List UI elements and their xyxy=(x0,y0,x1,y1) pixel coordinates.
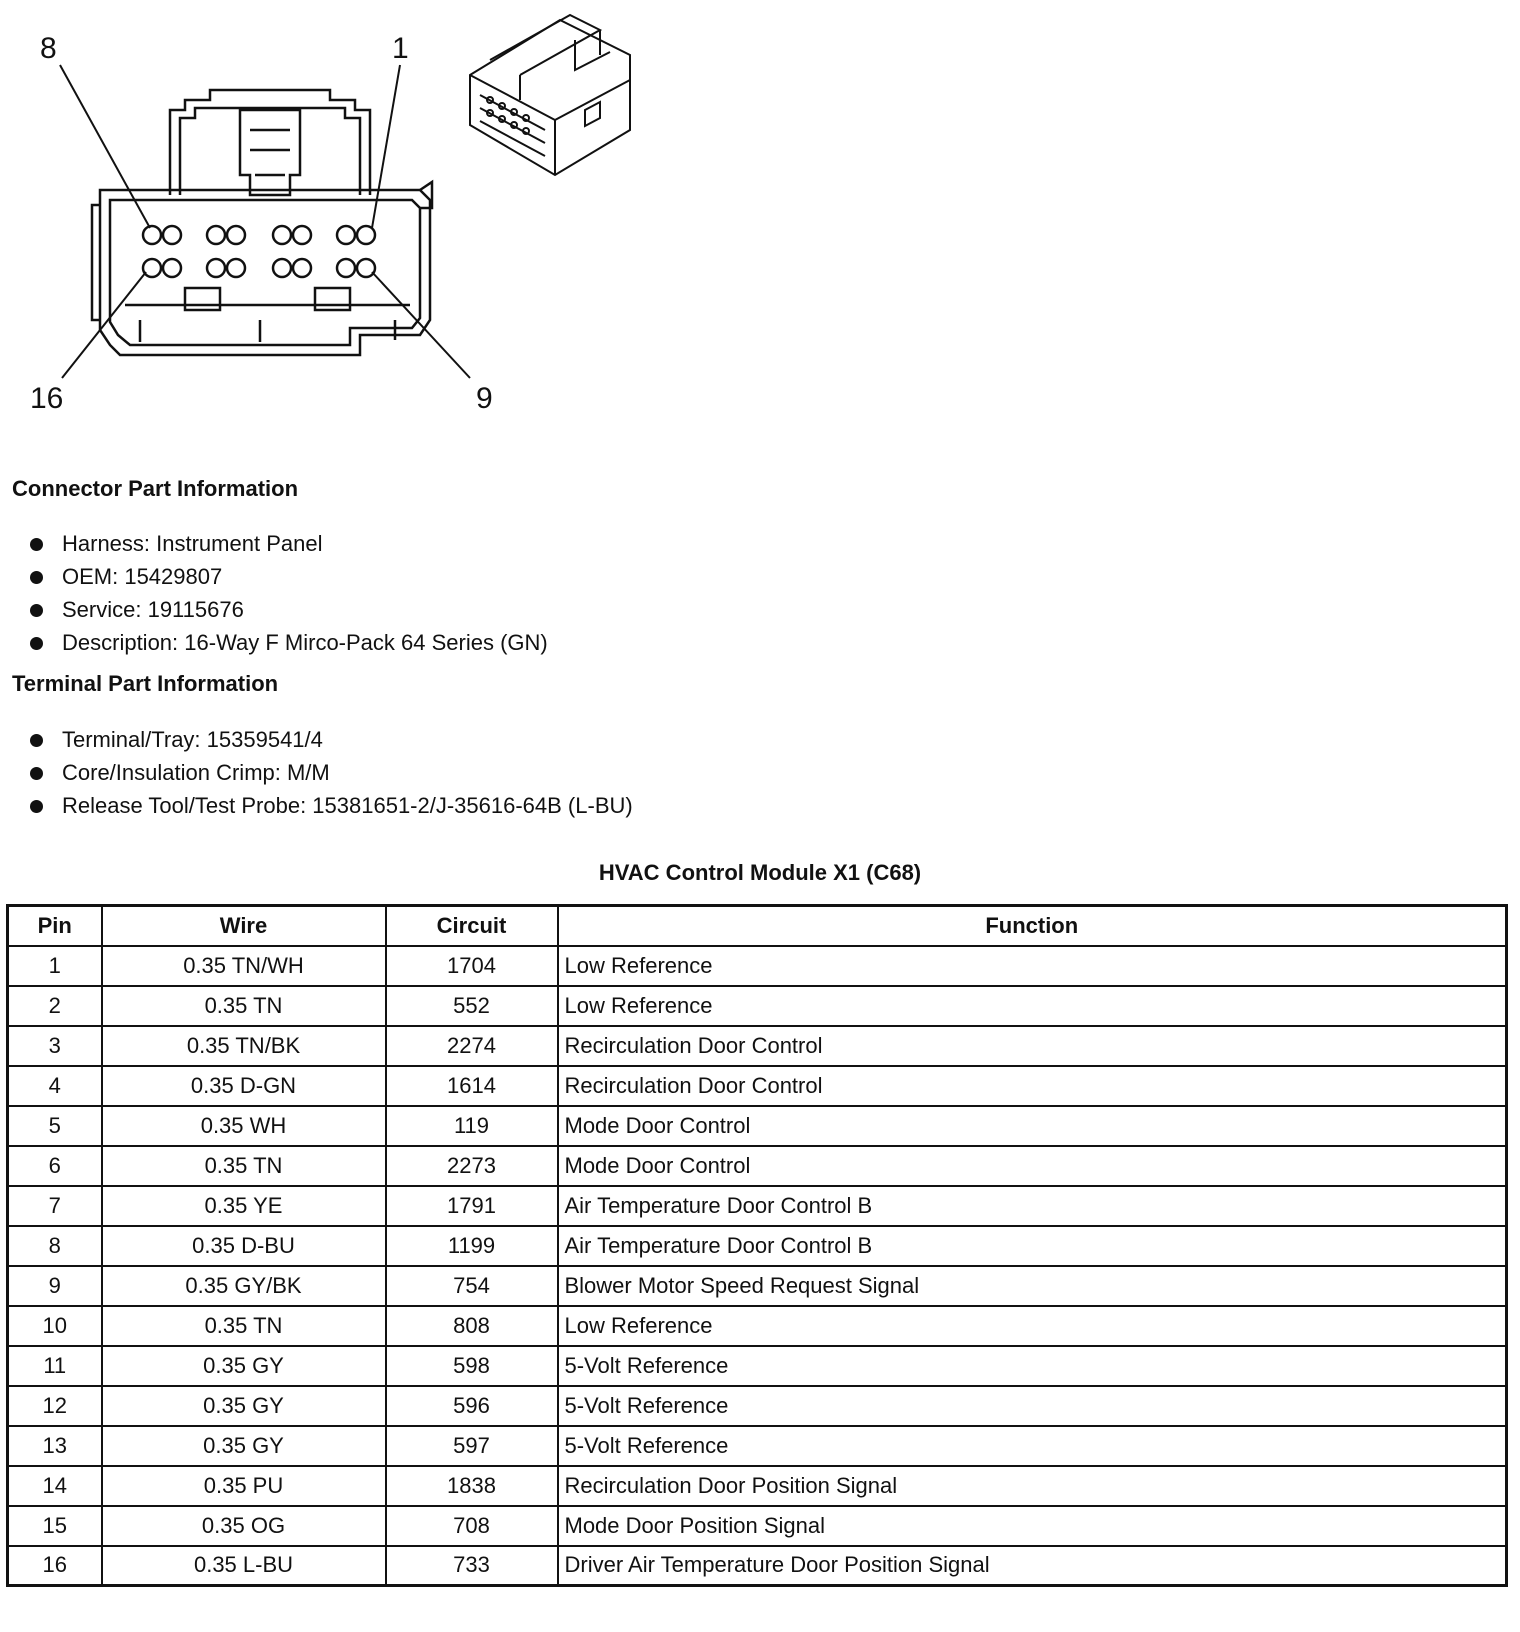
cell-function: Mode Door Control xyxy=(558,1146,1507,1186)
cell-pin: 15 xyxy=(8,1506,102,1546)
cell-function: Low Reference xyxy=(558,1306,1507,1346)
column-header-circuit: Circuit xyxy=(386,906,558,946)
cell-wire: 0.35 YE xyxy=(102,1186,386,1226)
cell-pin: 13 xyxy=(8,1426,102,1466)
cell-pin: 4 xyxy=(8,1066,102,1106)
table-row xyxy=(8,1346,1507,1386)
connector-face xyxy=(92,90,432,355)
table-row xyxy=(8,1306,1507,1346)
cell-circuit: 596 xyxy=(386,1386,558,1426)
table-row xyxy=(8,1186,1507,1226)
table-row xyxy=(8,986,1507,1026)
table-row xyxy=(8,1546,1507,1586)
cell-function: Air Temperature Door Control B xyxy=(558,1226,1507,1266)
column-header-function: Function xyxy=(558,906,1507,946)
cell-function: Air Temperature Door Control B xyxy=(558,1186,1507,1226)
cell-pin: 6 xyxy=(8,1146,102,1186)
terminal-part-info-list xyxy=(30,723,633,822)
cell-circuit: 708 xyxy=(386,1506,558,1546)
cell-wire: 0.35 D-GN xyxy=(102,1066,386,1106)
cell-circuit: 808 xyxy=(386,1306,558,1346)
cell-circuit: 1791 xyxy=(386,1186,558,1226)
connector-part-info-list xyxy=(30,527,548,659)
table-row xyxy=(8,1466,1507,1506)
cell-function: 5-Volt Reference xyxy=(558,1386,1507,1426)
list-item: Core/Insulation Crimp: M/M xyxy=(30,756,633,789)
cell-wire: 0.35 TN xyxy=(102,1146,386,1186)
connector-isometric-illustration xyxy=(470,15,630,175)
cell-pin: 9 xyxy=(8,1266,102,1306)
list-item: OEM: 15429807 xyxy=(30,560,548,593)
cell-function: Mode Door Position Signal xyxy=(558,1506,1507,1546)
callout-leaders xyxy=(60,65,470,378)
column-header-wire: Wire xyxy=(102,906,386,946)
cell-wire: 0.35 TN xyxy=(102,1306,386,1346)
table-row xyxy=(8,1506,1507,1546)
table-row xyxy=(8,1146,1507,1186)
cell-wire: 0.35 GY xyxy=(102,1346,386,1386)
cell-circuit: 1838 xyxy=(386,1466,558,1506)
table-header-row xyxy=(8,906,1507,946)
cell-wire: 0.35 GY xyxy=(102,1386,386,1426)
table-row xyxy=(8,1426,1507,1466)
cell-function: Recirculation Door Control xyxy=(558,1026,1507,1066)
column-header-pin: Pin xyxy=(8,906,102,946)
cell-wire: 0.35 TN xyxy=(102,986,386,1026)
cell-pin: 8 xyxy=(8,1226,102,1266)
cell-pin: 11 xyxy=(8,1346,102,1386)
cell-circuit: 733 xyxy=(386,1546,558,1586)
table-row xyxy=(8,1266,1507,1306)
list-item: Release Tool/Test Probe: 15381651-2/J-35616-64B (L-BU) xyxy=(30,789,633,822)
table-title: HVAC Control Module X1 (C68) xyxy=(598,860,922,885)
cell-pin: 3 xyxy=(8,1026,102,1066)
terminal-part-info-heading: Terminal Part Information xyxy=(12,671,279,696)
table-row xyxy=(8,1386,1507,1426)
cell-circuit: 754 xyxy=(386,1266,558,1306)
table-row xyxy=(8,1106,1507,1146)
list-item: Harness: Instrument Panel xyxy=(30,527,548,560)
cell-function: Mode Door Control xyxy=(558,1106,1507,1146)
cell-function: Low Reference xyxy=(558,986,1507,1026)
cell-function: Recirculation Door Control xyxy=(558,1066,1507,1106)
cell-wire: 0.35 PU xyxy=(102,1466,386,1506)
callout-pin-9: 9 xyxy=(476,382,493,415)
cell-wire: 0.35 GY/BK xyxy=(102,1266,386,1306)
cell-wire: 0.35 TN/WH xyxy=(102,946,386,986)
cell-circuit: 2273 xyxy=(386,1146,558,1186)
connector-part-info-heading: Connector Part Information xyxy=(12,476,299,501)
list-item: Terminal/Tray: 15359541/4 xyxy=(30,723,633,756)
cell-function: 5-Volt Reference xyxy=(558,1426,1507,1466)
pin-cavities xyxy=(143,226,375,277)
callout-pin-8: 8 xyxy=(40,32,57,65)
cell-function: Driver Air Temperature Door Position Signal xyxy=(558,1546,1507,1586)
pinout-table xyxy=(6,904,1508,1587)
cell-circuit: 552 xyxy=(386,986,558,1026)
table-row xyxy=(8,1026,1507,1066)
cell-function: 5-Volt Reference xyxy=(558,1346,1507,1386)
cell-pin: 2 xyxy=(8,986,102,1026)
cell-circuit: 1614 xyxy=(386,1066,558,1106)
cell-wire: 0.35 OG xyxy=(102,1506,386,1546)
table-row xyxy=(8,1226,1507,1266)
cell-wire: 0.35 D-BU xyxy=(102,1226,386,1266)
cell-pin: 14 xyxy=(8,1466,102,1506)
cell-pin: 7 xyxy=(8,1186,102,1226)
callout-pin-1: 1 xyxy=(392,32,409,65)
cell-pin: 1 xyxy=(8,946,102,986)
cell-wire: 0.35 TN/BK xyxy=(102,1026,386,1066)
cell-circuit: 1704 xyxy=(386,946,558,986)
cell-circuit: 597 xyxy=(386,1426,558,1466)
table-row xyxy=(8,1066,1507,1106)
list-item: Description: 16-Way F Mirco-Pack 64 Series (GN) xyxy=(30,626,548,659)
connector-diagram xyxy=(0,0,700,440)
cell-pin: 16 xyxy=(8,1546,102,1586)
cell-pin: 10 xyxy=(8,1306,102,1346)
cell-wire: 0.35 WH xyxy=(102,1106,386,1146)
cell-circuit: 2274 xyxy=(386,1026,558,1066)
cell-circuit: 1199 xyxy=(386,1226,558,1266)
cell-function: Recirculation Door Position Signal xyxy=(558,1466,1507,1506)
cell-wire: 0.35 GY xyxy=(102,1426,386,1466)
cell-circuit: 119 xyxy=(386,1106,558,1146)
cell-circuit: 598 xyxy=(386,1346,558,1386)
list-item: Service: 19115676 xyxy=(30,593,548,626)
cell-function: Blower Motor Speed Request Signal xyxy=(558,1266,1507,1306)
cell-pin: 12 xyxy=(8,1386,102,1426)
table-row xyxy=(8,946,1507,986)
cell-wire: 0.35 L-BU xyxy=(102,1546,386,1586)
callout-pin-16: 16 xyxy=(30,382,64,415)
table-body xyxy=(8,946,1507,1586)
cell-pin: 5 xyxy=(8,1106,102,1146)
cell-function: Low Reference xyxy=(558,946,1507,986)
